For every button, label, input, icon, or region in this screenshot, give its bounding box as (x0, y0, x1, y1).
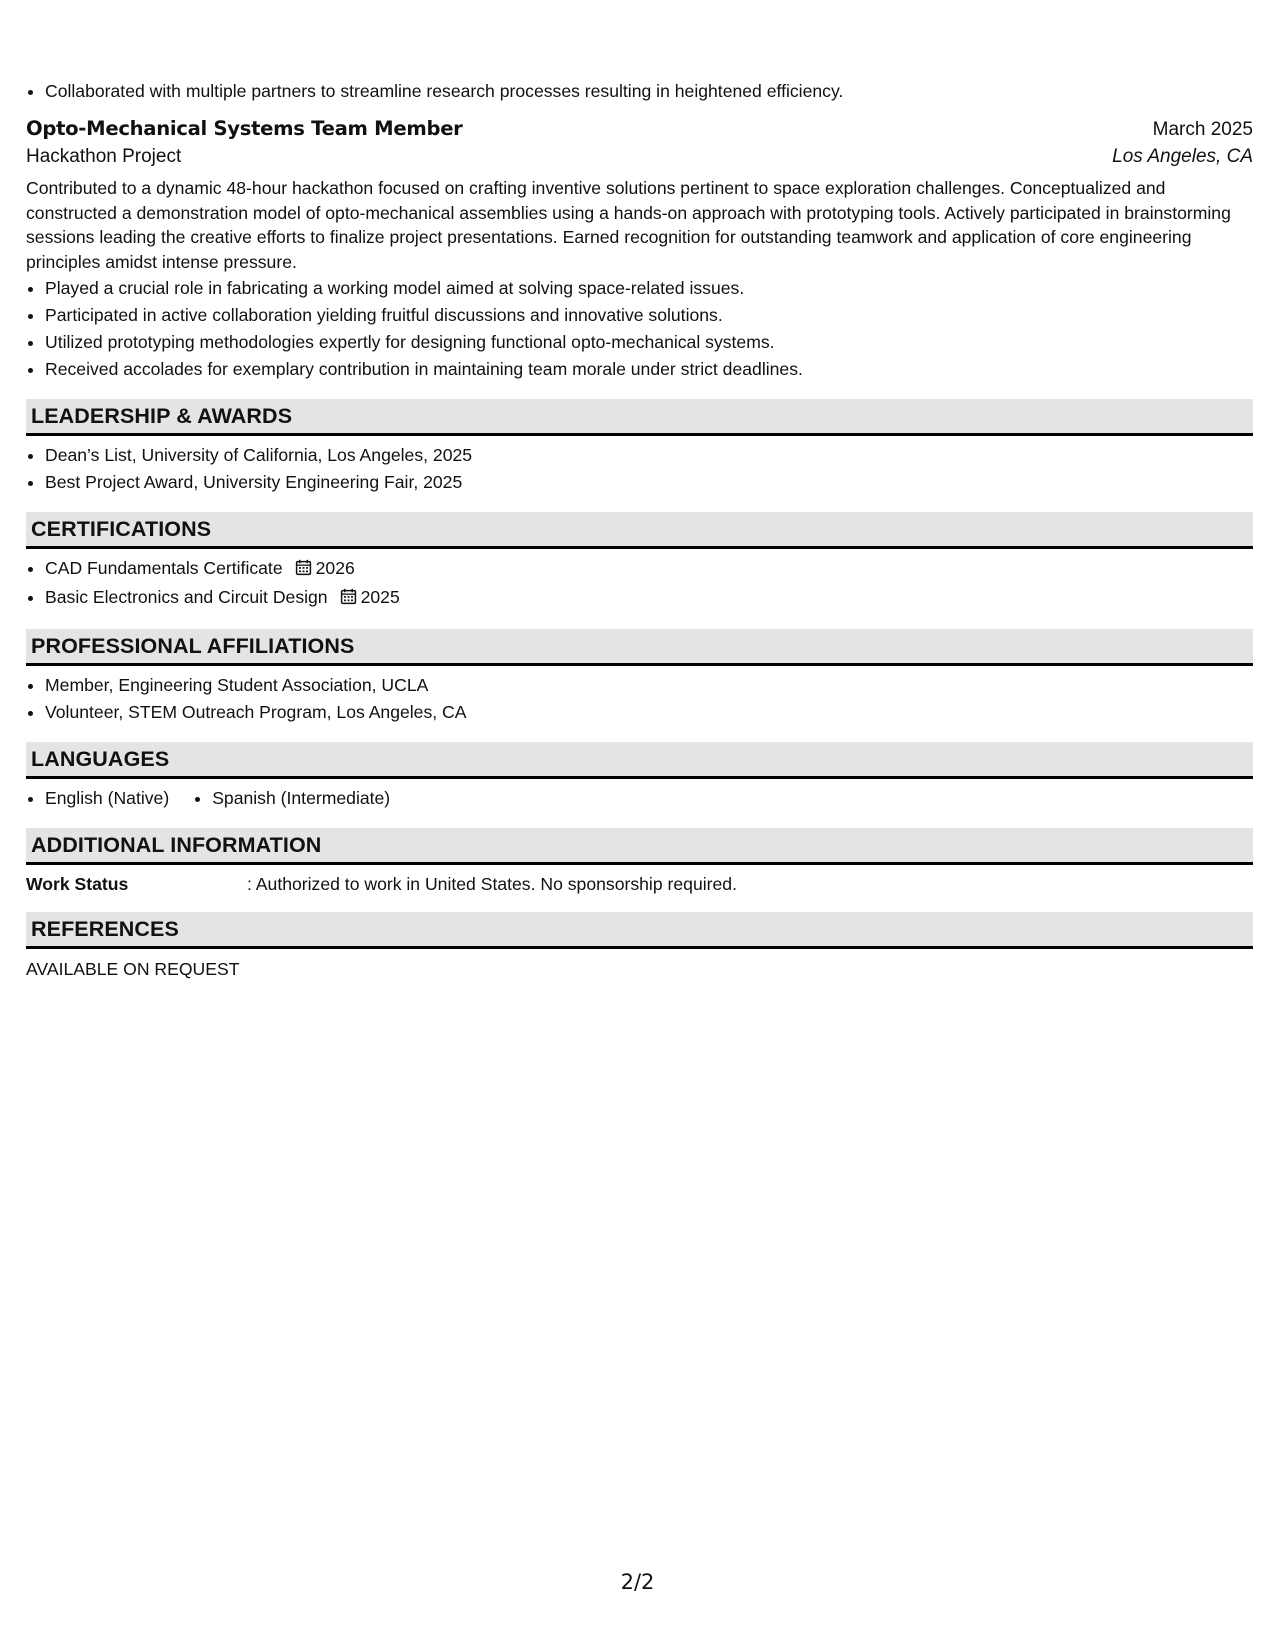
section-header-certifications (26, 512, 1253, 549)
language-item: • Spanish (Intermediate) (212, 785, 390, 812)
section-title: REFERENCES (31, 916, 179, 941)
certification-item (45, 584, 1253, 613)
certification-name: Basic Electronics and Circuit Design (45, 587, 328, 607)
section-title: ADDITIONAL INFORMATION (31, 832, 322, 857)
entry-summary: Contributed to a dynamic 48-hour hackathon focused on crafting inventive solutions pertinent to space exploration challenges. Conceptualized and constructed a demonstration model of opto-mechanical assemblies using a hands-on approach with prototyping tools. Actively participated in brainstorming sessions leading the creative efforts to finalize project presentations. Earned recognition for outstanding teamwork and application of core engineering principles amidst intense pressure. (26, 178, 1231, 272)
page-number: 2/2 (620, 1570, 655, 1594)
list-item: • Played a crucial role in fabricating a working model aimed at solving space-related issues. (45, 275, 1253, 302)
references-text: AVAILABLE ON REQUEST (26, 959, 240, 979)
previous-entry-bullets (26, 78, 1253, 104)
certifications-list (26, 555, 1253, 613)
list-item: • Best Project Award, University Engineering Fair, 2025 (45, 469, 1253, 496)
section-title: LEADERSHIP & AWARDS (31, 403, 293, 428)
list-item: • Member, Engineering Student Association, UCLA (45, 672, 1253, 699)
list-item: • Volunteer, STEM Outreach Program, Los Angeles, CA (45, 699, 1253, 726)
language-item: • English (Native) (45, 785, 169, 812)
list-item: • Collaborated with multiple partners to streamline research processes resulting in heightened efficiency. (45, 78, 1253, 104)
list-item: • Received accolades for exemplary contribution in maintaining team morale under strict deadlines. (45, 356, 1253, 383)
experience-entry (26, 117, 1253, 383)
section-header-affiliations (26, 629, 1253, 666)
list-item: • Participated in active collaboration yielding fruitful discussions and innovative solutions. (45, 302, 1253, 329)
entry-location: Los Angeles, CA (1112, 146, 1253, 167)
list-item: • Dean’s List, University of California, Los Angeles, 2025 (45, 442, 1253, 469)
calendar-icon (340, 586, 357, 613)
section-title: CERTIFICATIONS (31, 516, 212, 541)
organization-name: Hackathon Project (26, 146, 182, 167)
section-title: LANGUAGES (31, 746, 170, 771)
affiliations-list (26, 672, 1253, 726)
entry-bullets (26, 275, 1253, 383)
certification-name: CAD Fundamentals Certificate (45, 558, 283, 578)
section-header-additional-info (26, 828, 1253, 865)
work-status-label: Work Status (26, 874, 129, 894)
leadership-list (26, 442, 1253, 496)
section-header-languages (26, 742, 1253, 779)
work-status-row (26, 872, 1253, 896)
list-item: • Utilized prototyping methodologies expertly for designing functional opto-mechanical systems. (45, 329, 1253, 356)
calendar-icon (295, 557, 312, 584)
languages-list (26, 785, 1253, 812)
entry-date: March 2025 (1152, 119, 1253, 140)
work-status-value: : Authorized to work in United States. No sponsorship required. (247, 874, 737, 894)
section-header-leadership (26, 399, 1253, 436)
resume-page (26, 78, 1253, 980)
certification-year: 2025 (360, 587, 400, 607)
job-title: Opto-Mechanical Systems Team Member (26, 117, 463, 140)
certification-year: 2026 (315, 558, 355, 578)
entry-subheader (26, 146, 1253, 168)
section-header-references (26, 912, 1253, 949)
section-title: PROFESSIONAL AFFILIATIONS (31, 633, 355, 658)
certification-item (45, 555, 1253, 584)
entry-header (26, 117, 1253, 141)
